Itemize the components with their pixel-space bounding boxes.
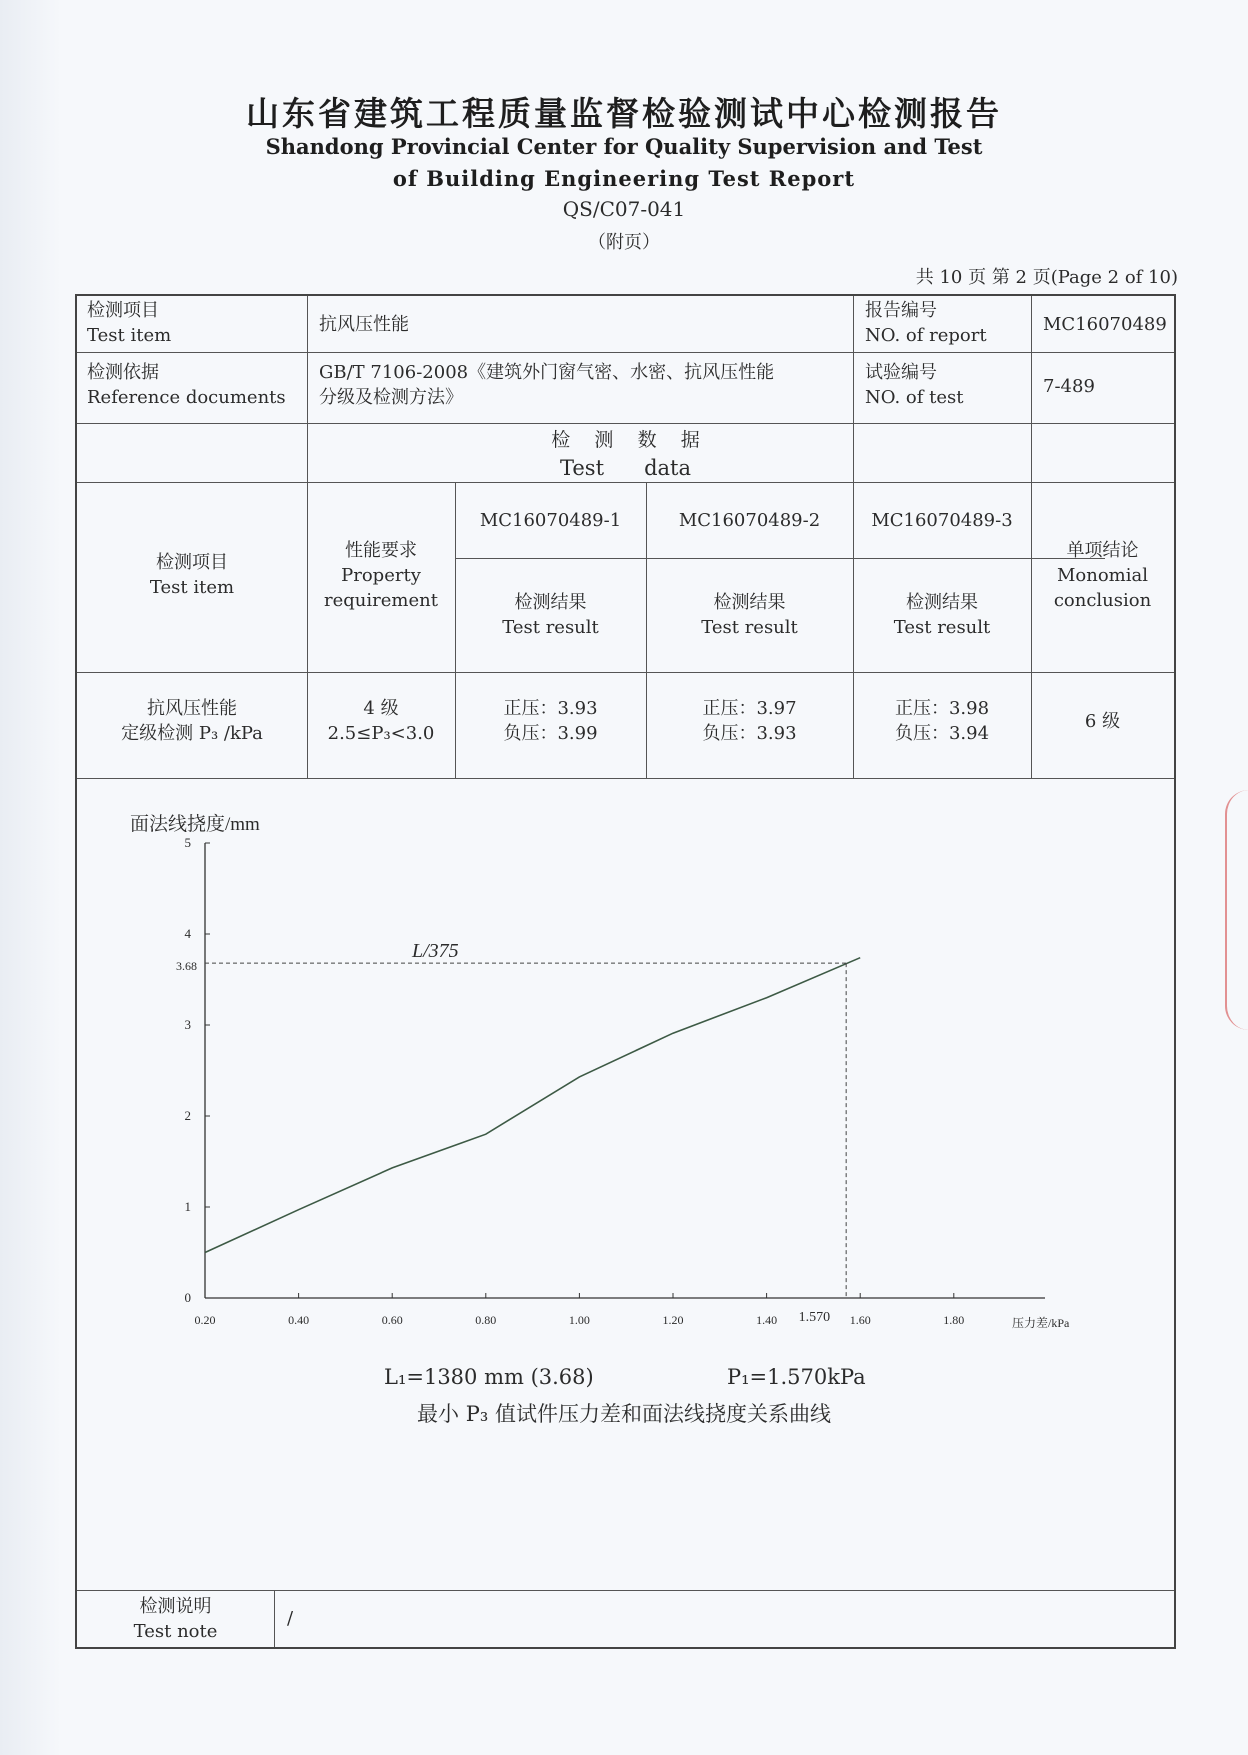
result-sample-2: 正压：3.97 负压：3.93 — [702, 698, 797, 744]
x-tick-label: 1.60 — [849, 1313, 871, 1327]
conclusion-value: 6 级 — [1084, 711, 1121, 732]
report-no-value: MC16070489 — [1043, 314, 1167, 335]
report-title-en-line1: Shandong Provincial Center for Quality Supervision and Test — [265, 134, 983, 159]
x-tick-label: 0.60 — [381, 1313, 403, 1327]
y-tick-label: 4 — [184, 926, 191, 941]
x-tick-label: 0.80 — [475, 1313, 497, 1327]
reference-label: L/375 — [412, 940, 459, 963]
x-tick-label: 0.20 — [194, 1313, 216, 1327]
result-header: 检测结果 Test result — [701, 592, 798, 638]
x-tick-label: 1.40 — [756, 1313, 778, 1327]
y-tick-label: 0 — [184, 1290, 191, 1305]
reference-x-label: 1.570 — [798, 1310, 831, 1325]
x-tick-label: 1.00 — [568, 1313, 590, 1327]
doc-code: QS/C07-041 — [562, 197, 686, 221]
report-no-label: 报告编号 NO. of report — [865, 300, 987, 346]
result-header: 检测结果 Test result — [893, 592, 991, 638]
page-indicator: 共 10 页 第 2 页(Page 2 of 10) — [915, 267, 1178, 288]
reference-y-label: 3.68 — [176, 959, 197, 974]
appendix-label: （附页） — [588, 232, 660, 253]
test-no-label: 试验编号 NO. of test — [865, 362, 964, 408]
sample-header: MC16070489-1 — [479, 510, 622, 531]
report-title-cn: 山东省建筑工程质量监督检验测试中心检测报告 — [246, 94, 1002, 133]
y-tick-label: 3 — [184, 1017, 191, 1032]
note-label: 检测说明 Test note — [133, 1596, 218, 1642]
y-tick-label: 2 — [184, 1108, 191, 1123]
col-header-requirement: 性能要求 Property requirement — [324, 540, 438, 611]
col-header-conclusion: 单项结论 Monomial conclusion — [1053, 540, 1152, 611]
sample-header: MC16070489-3 — [871, 510, 1013, 531]
reference-label: 检测依据 Reference documents — [87, 362, 286, 408]
seal-stamp — [1225, 790, 1248, 1030]
y-tick-label: 1 — [184, 1199, 191, 1214]
x-tick-label: 0.40 — [288, 1313, 310, 1327]
test-item-value: 抗风压性能 — [319, 314, 409, 335]
x-tick-label: 1.80 — [943, 1313, 965, 1327]
y-tick-label: 5 — [184, 835, 191, 850]
sample-header: MC16070489-2 — [678, 510, 821, 531]
result-sample-3: 正压：3.98 负压：3.94 — [894, 698, 990, 744]
row-test-item: 抗风压性能 定级检测 P₃ /kPa — [121, 698, 263, 744]
chart-title: 最小 P₃ 值试件压力差和面法线挠度关系曲线 — [417, 1402, 831, 1426]
test-no-value: 7-489 — [1043, 376, 1095, 397]
report-title-en-line2: of Building Engineering Test Report — [392, 166, 856, 191]
test-data-heading: 检 测 数 据 Test data — [551, 429, 700, 480]
result-sample-1: 正压：3.93 负压：3.99 — [503, 698, 598, 744]
caption-pressure: P₁=1.570kPa — [727, 1365, 866, 1389]
y-axis-label: 面法线挠度/mm — [130, 814, 260, 835]
x-tick-label: 1.20 — [662, 1313, 684, 1327]
series-line — [205, 958, 860, 1253]
x-axis-label: 压力差/kPa — [1012, 1316, 1070, 1330]
reference-value: GB/T 7106-2008《建筑外门窗气密、水密、抗风压性能 分级及检测方法》 — [319, 362, 775, 408]
row-requirement: 4 级 2.5≤P₃<3.0 — [327, 698, 435, 744]
col-header-item: 检测项目 Test item — [149, 552, 235, 598]
caption-deflection: L₁=1380 mm (3.68) — [384, 1365, 594, 1389]
result-header: 检测结果 Test result — [502, 592, 599, 638]
test-item-label: 检测项目 Test item — [87, 300, 172, 346]
note-value: / — [287, 1608, 294, 1629]
